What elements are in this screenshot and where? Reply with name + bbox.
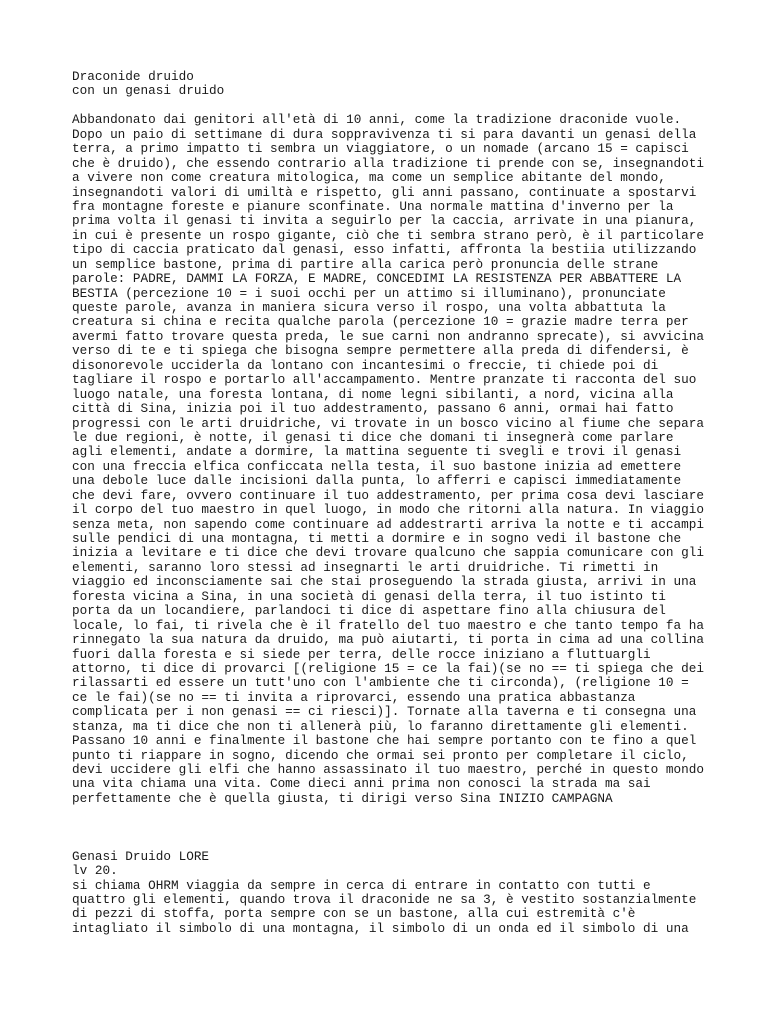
story-line: locale, lo fai, ti rivela che è il fratello del tuo maestro e che tanto tempo fa ha bbox=[72, 617, 704, 633]
story-line: che devi fare, ovvero continuare il tuo addestramento, per prima cosa devi lasciare bbox=[72, 487, 704, 503]
story-line: insegnandoti valori di umiltà e rispetto, gli anni passano, continuate a spostarvi bbox=[72, 184, 697, 200]
story-line: Dopo un paio di settimane di dura soppravivenza ti si para davanti un genasi della bbox=[72, 126, 697, 142]
story-line: fra montagne foreste e pianure sconfinate. Una normale mattina d'inverno per la bbox=[72, 198, 674, 214]
story-line: stanza, ma ti dice che non ti allenerà più, lo faranno direttamente gli elementi. bbox=[72, 718, 689, 734]
story-line: le due regioni, è notte, il genasi ti dice che domani ti insegnerà come parlare bbox=[72, 429, 674, 445]
story-line: avermi fatto trovare questa preda, le sue carni non andranno sprecate), si avvicina bbox=[72, 328, 704, 344]
lore-line: intagliato il simbolo di una montagna, il simbolo di un onda ed il simbolo di una bbox=[72, 920, 689, 936]
story-line: a vivere non come creatura mitologica, ma come un semplice abitante del mondo, bbox=[72, 170, 666, 186]
story-line: foresta vicina a Sina, in una società di genasi della terra, il tuo istinto ti bbox=[72, 588, 666, 604]
lore-line: quattro gli elementi, quando trova il draconide ne sa 3, è vestito sostanzialmente bbox=[72, 891, 697, 907]
story-line: un semplice bastone, prima di partire alla carica però pronuncia delle strane bbox=[72, 256, 659, 272]
lore-section bbox=[72, 850, 712, 937]
story-line: progressi con le arti druidriche, vi trovate in un bosco vicino al fiume che separa bbox=[72, 415, 704, 431]
subtitle-line: con un genasi druido bbox=[72, 83, 225, 99]
document-page bbox=[72, 70, 712, 936]
story-line: Passano 10 anni e finalmente il bastone che hai sempre portanto con te fino a quel bbox=[72, 733, 697, 749]
story-line: disonorevole ucciderla da lontano con incantesimi o freccie, ti chiede poi di bbox=[72, 357, 659, 373]
spacer bbox=[72, 835, 712, 849]
story-line: senza meta, non sapendo come continuare ad addestrarti arriva la notte e ti accampi bbox=[72, 516, 704, 532]
story-line: agli elementi, andate a dormire, la mattina seguente ti svegli e trovi il genasi bbox=[72, 444, 682, 460]
spacer bbox=[72, 821, 712, 835]
story-line: rinnegato la sua natura da druido, ma può aiutarti, ti porta in cima ad una collina bbox=[72, 632, 704, 648]
story-line: luogo natale, una foresta lontana, di nome legni sibilanti, a nord, vicina alla bbox=[72, 386, 674, 402]
story-line: punto ti riappare in sogno, dicendo che ormai sei pronto per completare il ciclo, bbox=[72, 747, 689, 763]
story-line: queste parole, avanza in maniera sicura verso il rospo, una volta abbattuta la bbox=[72, 300, 666, 315]
story-line: verso di te e ti spiega che bisogna sempre permettere alla preda di difendersi, è bbox=[72, 343, 689, 359]
lore-line: lv 20. bbox=[72, 863, 118, 879]
story-line: che è druido), che essendo contrario alla tradizione ti prende con se, insegnandoti bbox=[72, 155, 704, 171]
story-line: ce le fai)(se no == ti invita a riprovarci, essendo una pratica abbastanza bbox=[72, 689, 636, 705]
lore-line: di pezzi di stoffa, porta sempre con se un bastone, alla cui estremità c'è bbox=[72, 906, 636, 922]
story-line: complicata per i non genasi == ci riesci)]. Tornate alla taverna e ti consegna una bbox=[72, 704, 697, 720]
story-line: attorno, ti dice di provarci [(religione 15 = ce la fai)(se no == ti spiega che dei bbox=[72, 660, 704, 676]
story-line: il corpo del tuo maestro in quel luogo, in modo che ritorni alla natura. In viaggio bbox=[72, 502, 704, 518]
spacer bbox=[72, 99, 712, 113]
story-line: una debole luce dalle incisioni dalla punta, lo afferri e capisci immediatamente bbox=[72, 473, 682, 489]
story-line: parole: PADRE, DAMMI LA FORZA, E MADRE, CONCEDIMI LA RESISTENZA PER ABBATTERE LA bbox=[72, 271, 682, 287]
title-line: Draconide druido bbox=[72, 69, 194, 84]
story-line: città di Sina, inizia poi il tuo addestramento, passano 6 anni, ormai hai fatto bbox=[72, 401, 674, 417]
story-line: con una freccia elfica conficcata nella testa, il suo bastone inizia ad emettere bbox=[72, 458, 682, 474]
story-line: devi uccidere gli elfi che hanno assassinato il tuo maestro, perché in questo mondo bbox=[72, 762, 704, 777]
story-line: Abbandonato dai genitori all'età di 10 anni, come la tradizione draconide vuole. bbox=[72, 112, 682, 128]
story-line: elementi, saranno loro stessi ad insegnarti le arti druidriche. Ti rimetti in bbox=[72, 559, 659, 575]
lore-line: si chiama OHRM viaggia da sempre in cerca di entrare in contatto con tutti e bbox=[72, 877, 651, 893]
story-line: in cui è presente un rospo gigante, ciò che ti sembra strano però, è il particolare bbox=[72, 227, 704, 243]
story-line: tagliare il rospo e portarlo all'accampamento. Mentre pranzate ti racconta del suo bbox=[72, 372, 697, 388]
story-line: porta da un locandiere, parlandoci ti dice di aspettare fino alla chiusura del bbox=[72, 603, 666, 619]
story-line: fuori dalla foresta e si siede per terra, delle rocce iniziano a fluttuargli bbox=[72, 646, 651, 662]
story-line: inizia a levitare e ti dice che devi trovare qualcuno che sappia comunicare con gli bbox=[72, 545, 704, 561]
document-title bbox=[72, 70, 712, 99]
story-line: sulle pendici di una montagna, ti metti a dormire e in sogno vedi il bastone che bbox=[72, 531, 682, 546]
story-line: tipo di caccia praticato dal genasi, esso infatti, affronta la bestiia utilizzando bbox=[72, 242, 697, 258]
story-line: BESTIA (percezione 10 = i suoi occhi per un attimo si illuminano), pronunciate bbox=[72, 285, 666, 301]
lore-line: Genasi Druido LORE bbox=[72, 848, 210, 864]
spacer bbox=[72, 806, 712, 820]
story-line: perfettamente che è quella giusta, ti dirigi verso Sina INIZIO CAMPAGNA bbox=[72, 790, 613, 806]
story-line: viaggio ed inconsciamente sai che stai proseguendo la strada giusta, arrivi in una bbox=[72, 574, 697, 590]
story-line: prima volta il genasi ti invita a seguirlo per la caccia, arrivate in una pianura, bbox=[72, 213, 697, 229]
story-line: terra, a primo impatto ti sembra un viaggiatore, o un nomade (arcano 15 = capisci bbox=[72, 141, 689, 157]
story-line: creatura si china e recita qualche parola (percezione 10 = grazie madre terra per bbox=[72, 314, 689, 330]
story-line: rilassarti ed essere un tutt'uno con l'ambiente che ti circonda), (religione 10 = bbox=[72, 675, 689, 691]
story-line: una vita chiama una vita. Come dieci anni prima non conosci la strada ma sai bbox=[72, 776, 651, 792]
story-paragraph bbox=[72, 113, 712, 806]
